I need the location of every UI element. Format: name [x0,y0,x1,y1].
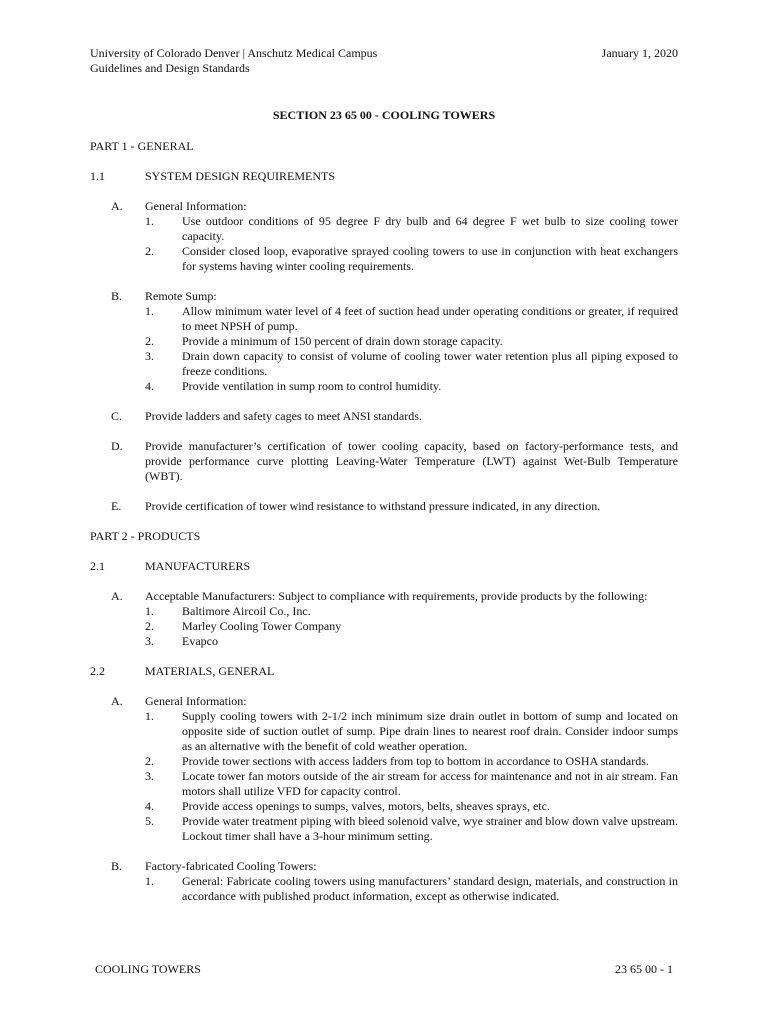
item-1-1-e [111,499,678,514]
subitem: 4. Provide ventilation in sump room to control humidity. [145,379,442,393]
item-letter: A. [111,589,123,603]
subitem: 1. General: Fabricate cooling towers using manufacturers’ standard design, materials, and construction in accordance with published product information, except as otherwise indicated. [145,874,678,903]
item-2-2-a [111,694,678,844]
section-title: SECTION 23 65 00 - COOLING TOWERS [272,108,496,122]
item-1-1-a [111,199,678,274]
subitem: 2. Provide a minimum of 150 percent of drain down storage capacity. [145,334,503,348]
item-2-2-b [111,859,678,904]
item-1-1-d [111,439,678,484]
manufacturer-item: 2. Marley Cooling Tower Company [145,619,342,633]
section-heading: MANUFACTURERS [145,559,251,573]
header-date: January 1, 2020 [601,46,678,60]
section-heading: SYSTEM DESIGN REQUIREMENTS [145,169,336,183]
subitem: 4. Provide access openings to sumps, valves, motors, belts, sheaves sprays, etc. [145,799,550,813]
footer-page-number: 23 65 00 - 1 [615,962,673,976]
item-text: Factory-fabricated Cooling Towers: [145,859,317,873]
item-letter: A. [111,694,123,708]
document-body [90,139,678,904]
subitem: 1. Use outdoor conditions of 95 degree F dry bulb and 64 degree F wet bulb to size cooling tower capacity. [145,214,678,243]
subitem: 2. Provide tower sections with access ladders from top to bottom in accordance to OSHA standards. [145,754,649,768]
subitem: 1. Supply cooling towers with 2-1/2 inch minimum size drain outlet in bottom of sump and located on opposite side of suction outlet of sump. Pipe drain lines to nearest roof drain. Consider indoor sumps as an alternative with the benefit of cold weather operation. [145,709,678,753]
item-text: General Information: [145,199,247,213]
subitem: 5. Provide water treatment piping with bleed solenoid valve, wye strainer and blow down valve upstream. Lockout timer shall have a 3-hour minimum setting. [145,814,678,843]
item-text: Remote Sump: [145,289,217,303]
subitem: 3. Locate tower fan motors outside of the air stream for access for maintenance and not in air stream. Fan motors shall utilize VFD for capacity control. [145,769,678,798]
item-letter: E. [111,499,122,513]
item-text: General Information: [145,694,247,708]
part-1-title: PART 1 - GENERAL [90,139,194,153]
item-letter: C. [111,409,123,423]
item-letter: A. [111,199,123,213]
item-letter: D. [111,439,123,453]
item-text: Provide ladders and safety cages to meet ANSI standards. [145,409,422,423]
item-letter: B. [111,859,123,873]
item-2-1-a [111,589,678,649]
section-2-1 [90,559,678,574]
subitem: 2. Consider closed loop, evaporative sprayed cooling towers to use in conjunction with heat exchangers for systems having winter cooling requirements. [145,244,678,273]
header-institution: University of Colorado Denver | Anschutz Medical Campus [90,46,378,60]
header-subtitle: Guidelines and Design Standards [90,61,250,75]
subitem: 3. Drain down capacity to consist of volume of cooling tower water retention plus all piping exposed to freeze conditions. [145,349,678,378]
item-letter: B. [111,289,123,303]
section-number: 2.2 [90,664,105,678]
header-left [90,46,377,76]
section-heading: MATERIALS, GENERAL [145,664,275,678]
item-text: Provide manufacturer’s certification of tower cooling capacity, based on factory-performance tests, and provide performance curve plotting Leaving-Water Temperature (LWT) against Wet-Bulb Temperature (WBT). [145,439,678,483]
section-1-1 [90,169,678,184]
item-1-1-c [111,409,678,424]
section-number: 2.1 [90,559,105,573]
part-2-title: PART 2 - PRODUCTS [90,529,201,543]
section-2-2 [90,664,678,679]
item-text: Provide certification of tower wind resistance to withstand pressure indicated, in any direction. [145,499,601,513]
subitem: 1. Allow minimum water level of 4 feet of suction head under operating conditions or greater, if required to meet NPSH of pump. [145,304,678,333]
item-text: Acceptable Manufacturers: Subject to compliance with requirements, provide products by the following: [145,589,648,603]
footer-section-name: COOLING TOWERS [95,962,201,976]
section-number: 1.1 [90,169,105,183]
manufacturer-item: 3. Evapco [145,634,218,648]
item-1-1-b [111,289,678,394]
manufacturer-item: 1. Baltimore Aircoil Co., Inc. [145,604,311,618]
